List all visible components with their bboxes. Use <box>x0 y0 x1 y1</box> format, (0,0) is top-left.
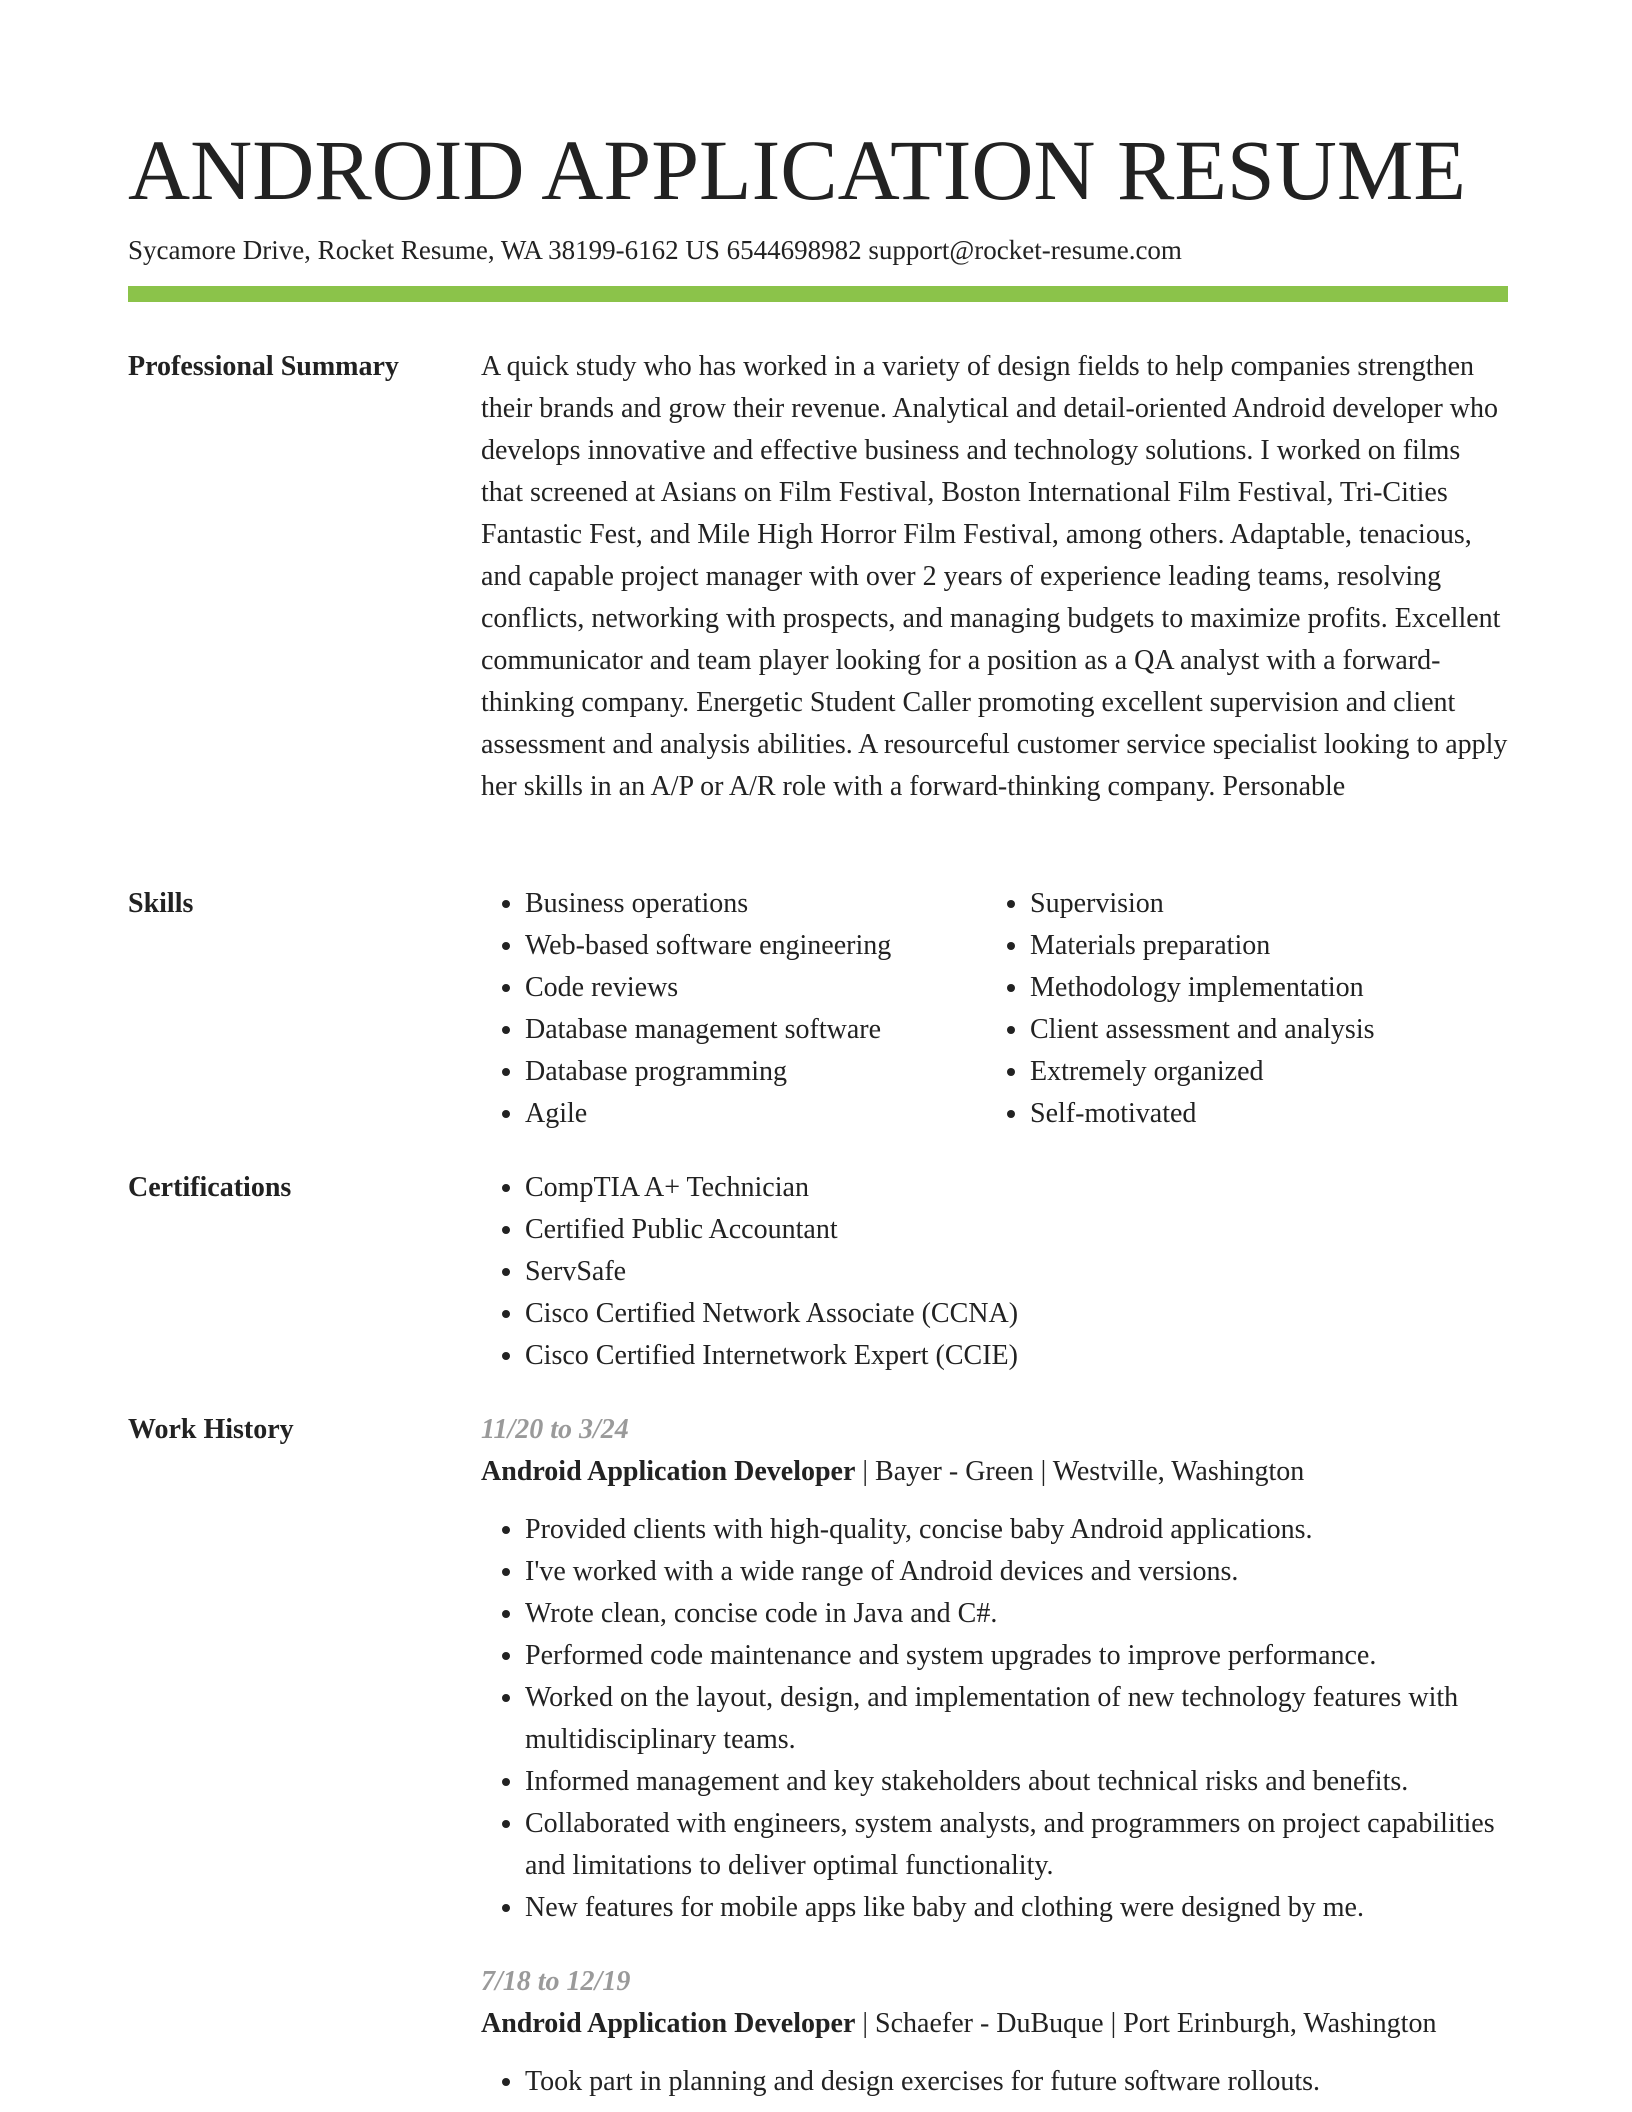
job-bullet: • Collaborated with engineers, system analysts, and programmers on project capabilities and limitations to deliver optimal functionality. <box>525 1803 1508 1887</box>
summary-body <box>481 346 1508 808</box>
job-entry <box>481 1409 1508 1929</box>
job-bullet: • Worked on the layout, design, and implementation of new technology features with multidisciplinary teams. <box>525 1677 1508 1761</box>
job-bullet: • Provided clients with high-quality, concise baby Android applications. <box>525 1509 1508 1551</box>
job-entry <box>481 1961 1508 2103</box>
skills-list-right <box>986 883 1491 1135</box>
skill-item: • Methodology implementation <box>1030 967 1491 1009</box>
resume-title: ANDROID APPLICATION RESUME <box>128 122 1466 218</box>
contact-line: Sycamore Drive, Rocket Resume, WA 38199-6162 US 6544698982 support@rocket-resume.com <box>128 235 1182 265</box>
skills-list-left <box>481 883 986 1135</box>
job-title: Android Application Developer <box>481 2008 856 2039</box>
job-dates: 7/18 to 12/19 <box>481 1966 631 1997</box>
certification-item: • ServSafe <box>525 1251 1508 1293</box>
job-bullet: • Performed code maintenance and system upgrades to improve performance. <box>525 1635 1508 1677</box>
skill-item: • Database management software <box>525 1009 986 1051</box>
skills-heading: Skills <box>128 888 194 919</box>
skill-item: • Extremely organized <box>1030 1051 1491 1093</box>
job-heading <box>481 2003 1508 2045</box>
summary-heading: Professional Summary <box>128 351 399 382</box>
job-bullet: • New features for mobile apps like baby and clothing were designed by me. <box>525 1887 1508 1929</box>
job-dates: 11/20 to 3/24 <box>481 1414 629 1445</box>
skill-item: • Supervision <box>1030 883 1491 925</box>
certification-item: • Cisco Certified Internetwork Expert (CCIE) <box>525 1335 1508 1377</box>
job-heading <box>481 1451 1508 1493</box>
skill-item: • Business operations <box>525 883 986 925</box>
job-bullet: • Took part in planning and design exercises for future software rollouts. <box>525 2061 1508 2103</box>
job-bullet: • I've worked with a wide range of Android devices and versions. <box>525 1551 1508 1593</box>
skill-item: • Code reviews <box>525 967 986 1009</box>
summary-text: A quick study who has worked in a variety of design fields to help companies strengthen their brands and grow their revenue. Analytical and detail-oriented Android developer who develops innovative and effective business and technology solutions. I worked on films that screened at Asians on Film Festival, Boston International Film Festival, Tri-Cities Fantastic Fest, and Mile High Horror Film Festival, among others. Adaptable, tenacious, and capable project manager with over 2 years of experience leading teams, resolving conflicts, networking with prospects, and managing budgets to maximize profits. Excellent communicator and team player looking for a position as a QA analyst with a forward-thinking company. Energetic Student Caller promoting excellent supervision and client assessment and analysis abilities. A resourceful customer service specialist looking to apply her skills in an A/P or A/R role with a forward-thinking company. Personable <box>481 351 1508 802</box>
skill-item: • Client assessment and analysis <box>1030 1009 1491 1051</box>
certification-item: • CompTIA A+ Technician <box>525 1167 1508 1209</box>
job-details: | Schaefer - DuBuque | Port Erinburgh, Washington <box>855 2008 1437 2039</box>
job-bullets <box>481 2061 1508 2103</box>
skills-body <box>481 883 1508 1135</box>
job-bullet: • Wrote clean, concise code in Java and C#. <box>525 1593 1508 1635</box>
job-bullets <box>481 1509 1508 1929</box>
certifications-body <box>481 1167 1508 1377</box>
job-details: | Bayer - Green | Westville, Washington <box>855 1456 1305 1487</box>
job-title: Android Application Developer <box>481 1456 856 1487</box>
certifications-list <box>481 1167 1508 1377</box>
certification-item: • Cisco Certified Network Associate (CCNA) <box>525 1293 1508 1335</box>
skill-item: • Web-based software engineering <box>525 925 986 967</box>
certifications-heading: Certifications <box>128 1172 292 1203</box>
work-history-heading: Work History <box>128 1414 294 1445</box>
accent-divider <box>128 286 1508 302</box>
certification-item: • Certified Public Accountant <box>525 1209 1508 1251</box>
skill-item: • Agile <box>525 1093 986 1135</box>
skill-item: • Database programming <box>525 1051 986 1093</box>
skills-columns <box>481 883 1508 1135</box>
skill-item: • Materials preparation <box>1030 925 1491 967</box>
work-history-body <box>481 1409 1508 2103</box>
job-bullet: • Informed management and key stakeholders about technical risks and benefits. <box>525 1761 1508 1803</box>
skill-item: • Self-motivated <box>1030 1093 1491 1135</box>
